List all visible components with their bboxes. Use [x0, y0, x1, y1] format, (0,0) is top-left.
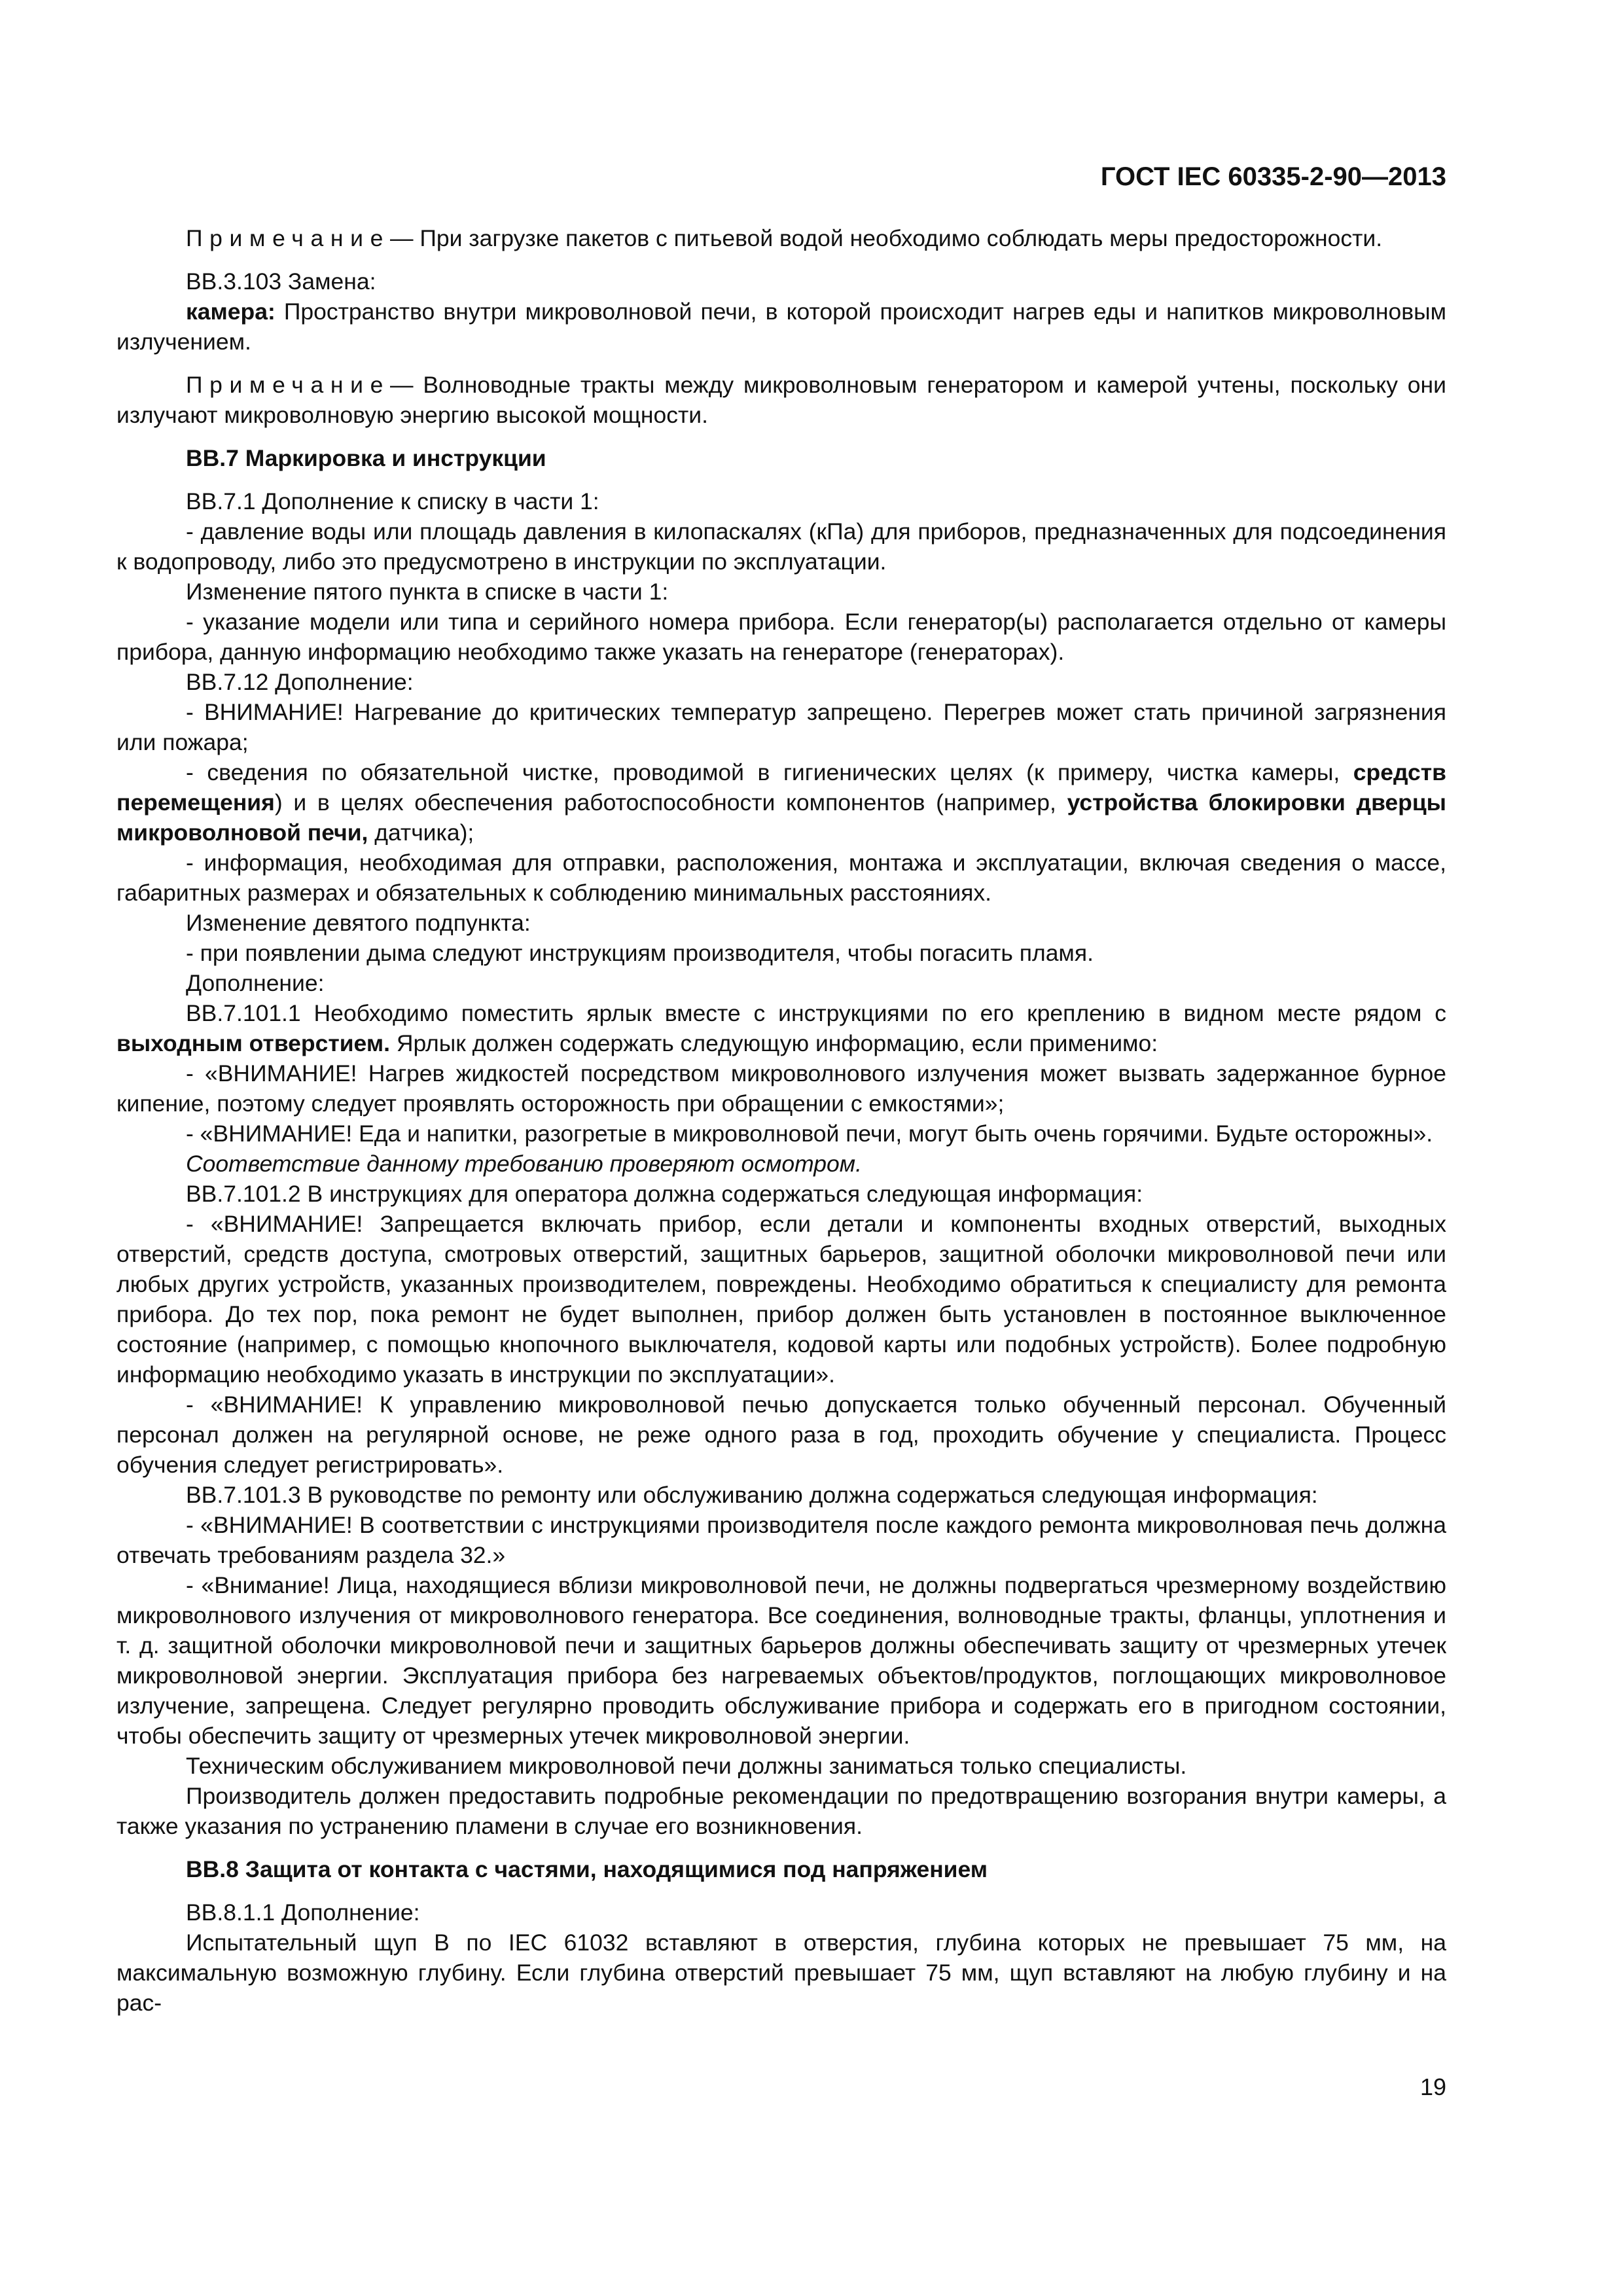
list-item: - при появлении дыма следуют инструкциям производителя, чтобы погасить пламя. — [186, 940, 1094, 966]
compliance-note: Соответствие данному требованию проверяют осмотром. — [186, 1151, 862, 1177]
list-item: - «ВНИМАНИЕ! Нагрев жидкостей посредством микроволнового излучения может вызвать задержанное бурное кипение, поэтому следует проявлять осторожность при обращении с емкостями»; — [116, 1060, 1446, 1117]
list-item: - ВНИМАНИЕ! Нагревание до критических температур запрещено. Перегрев может стать причиной загрязнения или пожара; — [116, 699, 1446, 755]
body-paragraph: Техническим обслуживанием микроволновой печи должны заниматься только специалисты. — [186, 1753, 1187, 1779]
clause-paragraph: ВВ.7.1 Дополнение к списку в части 1: — [186, 488, 599, 514]
list-item: - «ВНИМАНИЕ! В соответствии с инструкциями производителя после каждого ремонта микроволновая печь должна отвечать требованиям раздела 32.» — [116, 1512, 1446, 1568]
document-page — [116, 162, 1446, 2018]
list-item: - «ВНИМАНИЕ! К управлению микроволновой печью допускается только обученный персонал. Обученный персонал должен на регулярной основе, не реже одного раза в год, проходить обучение у специалиста. Процесс обучения следует регистрировать». — [116, 1391, 1446, 1478]
document-header: ГОСТ IEC 60335-2-90—2013 — [1100, 162, 1446, 191]
note-paragraph — [116, 223, 1446, 253]
body-paragraph: Производитель должен предоставить подробные рекомендации по предотвращению возгорания внутри камеры, а также указания по устранению пламени в случае его возникновения. — [116, 1783, 1446, 1839]
note-text: — Волноводные тракты между микроволновым генератором и камерой учтены, поскольку они излучают микроволновую энергию высокой мощности. — [116, 372, 1446, 428]
note-label: Примечание — [186, 225, 390, 251]
clause-paragraph: Дополнение: — [186, 970, 325, 996]
clause-paragraph: ВВ.3.103 Замена: — [186, 268, 376, 295]
body-paragraph: Испытательный щуп В по IEC 61032 вставляют в отверстия, глубина которых не превышает 75 мм, на максимальную возможную глубину. Если глубина отверстий превышает 75 мм, щуп вставляют на любую глубину и на рас- — [116, 1929, 1446, 2016]
definition-text: Пространство внутри микроволновой печи, в которой происходит нагрев еды и напитков микроволновым излучением. — [116, 298, 1446, 355]
list-item: - информация, необходимая для отправки, расположения, монтажа и эксплуатации, включая сведения о массе, габаритных размерах и обязательных к соблюдению минимальных расстояниях. — [116, 850, 1446, 906]
page-number: 19 — [1419, 2073, 1446, 2100]
list-item: - сведения по обязательной чистке, проводимой в гигиенических целях (к примеру, чистка камеры, средств перемещения) и в целях обеспечения работоспособности компонентов (например, устройства блокировки дверцы микроволновой печи, датчика); — [116, 759, 1446, 846]
section-heading: ВВ.8 Защита от контакта с частями, находящимися под напряжением — [186, 1856, 988, 1882]
clause-paragraph: ВВ.7.101.1 Необходимо поместить ярлык вместе с инструкциями по его креплению в видном месте рядом с выходным отверстием. Ярлык должен содержать следующую информацию, если применимо: — [116, 1000, 1446, 1056]
clause-paragraph: Изменение девятого подпункта: — [186, 910, 531, 936]
clause-paragraph: Изменение пятого пункта в списке в части 1: — [186, 579, 669, 605]
note-paragraph — [116, 370, 1446, 430]
clause-paragraph: ВВ.7.101.2 В инструкциях для оператора должна содержаться следующая информация: — [186, 1181, 1143, 1207]
clause-paragraph: ВВ.7.12 Дополнение: — [186, 669, 414, 695]
list-item: - «ВНИМАНИЕ! Запрещается включать прибор, если детали и компоненты входных отверстий, выходных отверстий, средств доступа, смотровых отверстий, защитных барьеров, защитной оболочки микроволновой печи или любых других устройств, указанных производителем, повреждены. Необходимо обратиться к специалисту для ремонта прибора. До тех пор, пока ремонт не будет выполнен, прибор должен быть установлен в постоянное выключенное состояние (например, с помощью кнопочного выключателя, кодовой карты или подобных устройств). Более подробную информацию необходимо указать в инструкции по эксплуатации». — [116, 1211, 1446, 1388]
clause-paragraph: ВВ.8.1.1 Дополнение: — [186, 1899, 420, 1926]
definition-paragraph — [116, 296, 1446, 357]
clause-paragraph: ВВ.7.101.3 В руководстве по ремонту или обслуживанию должна содержаться следующая информация: — [186, 1482, 1318, 1508]
note-label: Примечание — [186, 372, 390, 398]
list-item: - указание модели или типа и серийного номера прибора. Если генератор(ы) располагается отдельно от камеры прибора, данную информацию необходимо также указать на генераторе (генераторах). — [116, 609, 1446, 665]
section-heading: ВВ.7 Маркировка и инструкции — [186, 445, 546, 471]
list-item: - давление воды или площадь давления в килопаскалях (кПа) для приборов, предназначенных для подсоединения к водопроводу, либо это предусмотрено в инструкции по эксплуатации. — [116, 518, 1446, 575]
list-item: - «Внимание! Лица, находящиеся вблизи микроволновой печи, не должны подвергаться чрезмерному воздействию микроволнового излучения от микроволнового генератора. Все соединения, волноводные тракты, фланцы, уплотнения и т. д. защитной оболочки микроволновой печи и защитных барьеров должны обеспечивать защиту от чрезмерных утечек микроволновой энергии. Эксплуатация прибора без нагреваемых объектов/продуктов, поглощающих микроволновое излучение, запрещена. Следует регулярно проводить обслуживание прибора и содержать его в пригодном состоянии, чтобы обеспечить защиту от чрезмерных утечек микроволновой энергии. — [116, 1572, 1446, 1749]
list-item: - «ВНИМАНИЕ! Еда и напитки, разогретые в микроволновой печи, могут быть очень горячими. Будьте осторожны». — [186, 1121, 1433, 1147]
note-text: — При загрузке пакетов с питьевой водой необходимо соблюдать меры предосторожности. — [389, 225, 1383, 251]
definition-term: камера: — [186, 298, 276, 325]
